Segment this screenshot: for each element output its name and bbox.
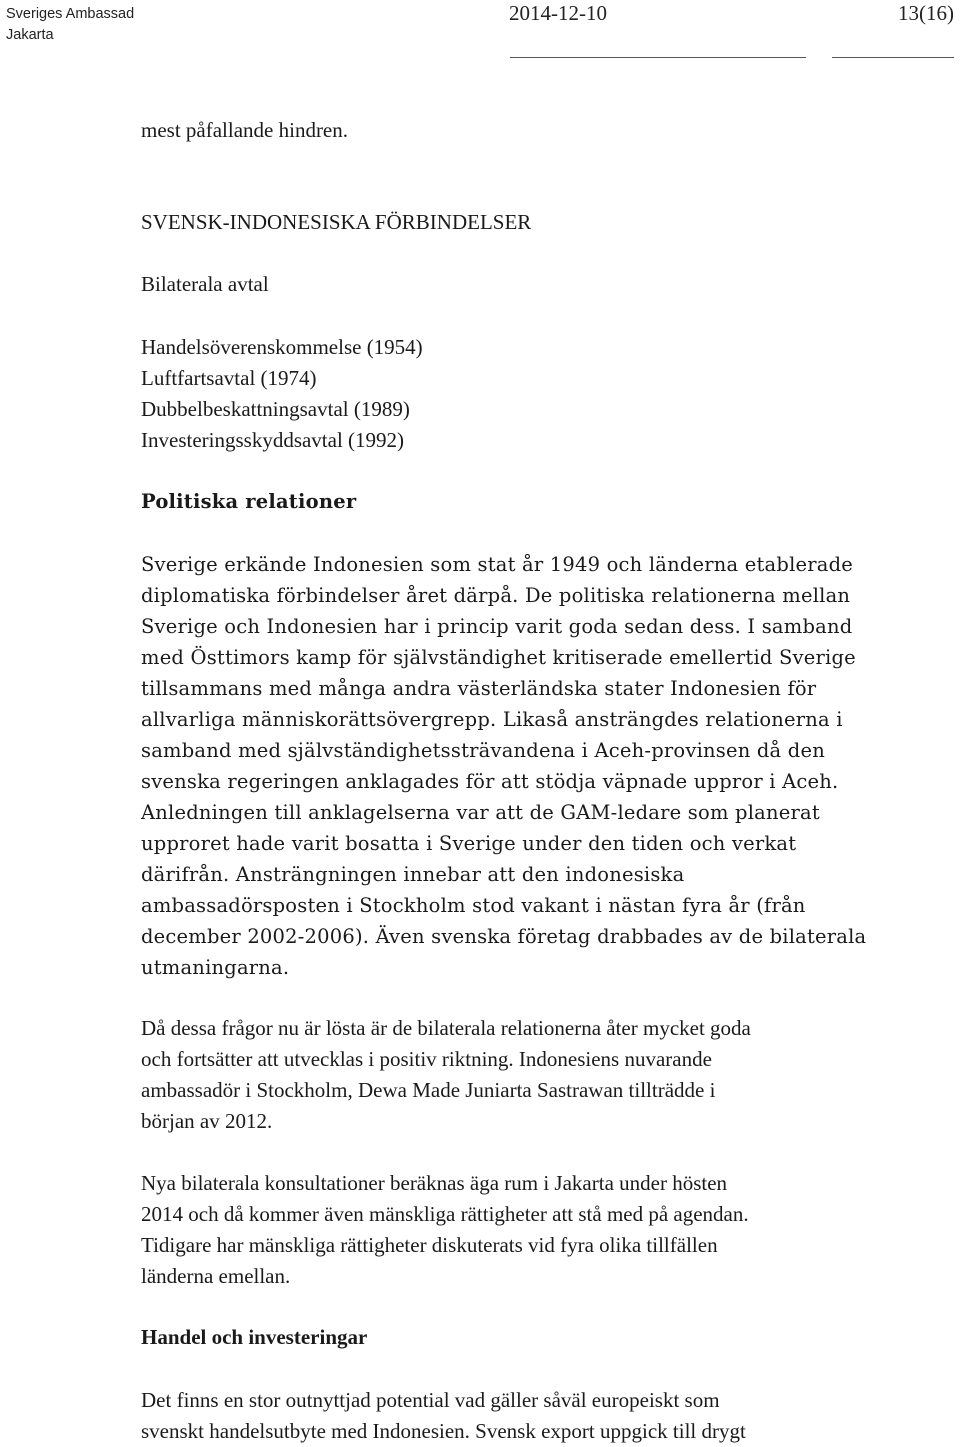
paragraph-line: Då dessa frågor nu är lösta är de bilaterala relationerna åter mycket goda	[141, 1016, 751, 1040]
section-title: SVENSK-INDONESISKA FÖRBINDELSER	[141, 210, 532, 234]
paragraph-line: med Östtimors kamp för självständighet kritiserade emellertid Sverige	[141, 646, 856, 669]
paragraph-line: 2014 och då kommer även mänskliga rättigheter att stå med på agendan.	[141, 1202, 749, 1226]
agreement-item: Luftfartsavtal (1974)	[141, 366, 317, 390]
paragraph-line: svenskt handelsutbyte med Indonesien. Svensk export uppgick till drygt	[141, 1419, 746, 1443]
paragraph-line: och fortsätter att utvecklas i positiv riktning. Indonesiens nuvarande	[141, 1047, 712, 1071]
header-organization	[6, 4, 134, 46]
paragraph-line: diplomatiska förbindelser året därpå. De politiska relationerna mellan	[141, 584, 851, 607]
agreement-item: Investeringsskyddsavtal (1992)	[141, 428, 405, 452]
bilateral-agreements-heading: Bilaterala avtal	[141, 272, 269, 296]
intro-line: mest påfallande hindren.	[141, 118, 349, 142]
paragraph-line: Sverige erkände Indonesien som stat år 1949 och länderna etablerade	[141, 553, 854, 576]
relations-improved-paragraph	[141, 1013, 941, 1137]
paragraph-line: tillsammans med många andra västerländska stater Indonesien för	[141, 677, 817, 700]
paragraph-line: Anledningen till anklagelserna var att de GAM-ledare som planerat	[141, 801, 820, 824]
agreement-item: Dubbelbeskattningsavtal (1989)	[141, 397, 410, 421]
header-org-city: Jakarta	[6, 27, 54, 43]
paragraph-line: länderna emellan.	[141, 1264, 291, 1288]
paragraph-line: ambassadörsposten i Stockholm stod vakant i nästan fyra år (från	[141, 894, 806, 917]
paragraph-line: upproret hade varit bosatta i Sverige under den tiden och verkat	[141, 832, 797, 855]
paragraph-line: därifrån. Ansträngningen innebar att den indonesiska	[141, 863, 685, 886]
political-relations-paragraph	[141, 549, 941, 983]
paragraph-line: allvarliga människorättsövergrepp. Likaså ansträngdes relationerna i	[141, 708, 843, 731]
agreements-list	[141, 332, 941, 456]
header-org-name: Sveriges Ambassad	[6, 6, 135, 22]
consultations-paragraph	[141, 1168, 941, 1292]
paragraph-line: samband med självständighetssträvandena i Aceh-provinsen då den	[141, 739, 825, 762]
header-divider-left	[510, 57, 806, 58]
paragraph-line: Nya bilaterala konsultationer beräknas äga rum i Jakarta under hösten	[141, 1171, 728, 1195]
trade-paragraph	[141, 1385, 941, 1447]
header-divider-right	[832, 57, 954, 58]
page-header	[0, 0, 960, 64]
paragraph-line: december 2002-2006). Även svenska företag drabbades av de bilaterala	[141, 925, 867, 948]
header-page-number: 13(16)	[898, 1, 954, 25]
paragraph-line: svenska regeringen anklagades för att stödja väpnade uppror i Aceh.	[141, 770, 839, 793]
paragraph-line: början av 2012.	[141, 1109, 273, 1133]
paragraph-line: utmaningarna.	[141, 956, 290, 979]
header-date: 2014-12-10	[509, 1, 607, 25]
paragraph-line: Sverige och Indonesien har i princip varit goda sedan dess. I samband	[141, 615, 853, 638]
paragraph-line: Det finns en stor outnyttjad potential vad gäller såväl europeiskt som	[141, 1388, 720, 1412]
political-relations-heading: Politiska relationer	[141, 490, 357, 513]
paragraph-line: Tidigare har mänskliga rättigheter diskuterats vid fyra olika tillfällen	[141, 1233, 718, 1257]
agreement-item: Handelsöverenskommelse (1954)	[141, 335, 423, 359]
paragraph-line: ambassadör i Stockholm, Dewa Made Juniarta Sastrawan tillträdde i	[141, 1078, 716, 1102]
trade-investment-heading: Handel och investeringar	[141, 1325, 368, 1349]
